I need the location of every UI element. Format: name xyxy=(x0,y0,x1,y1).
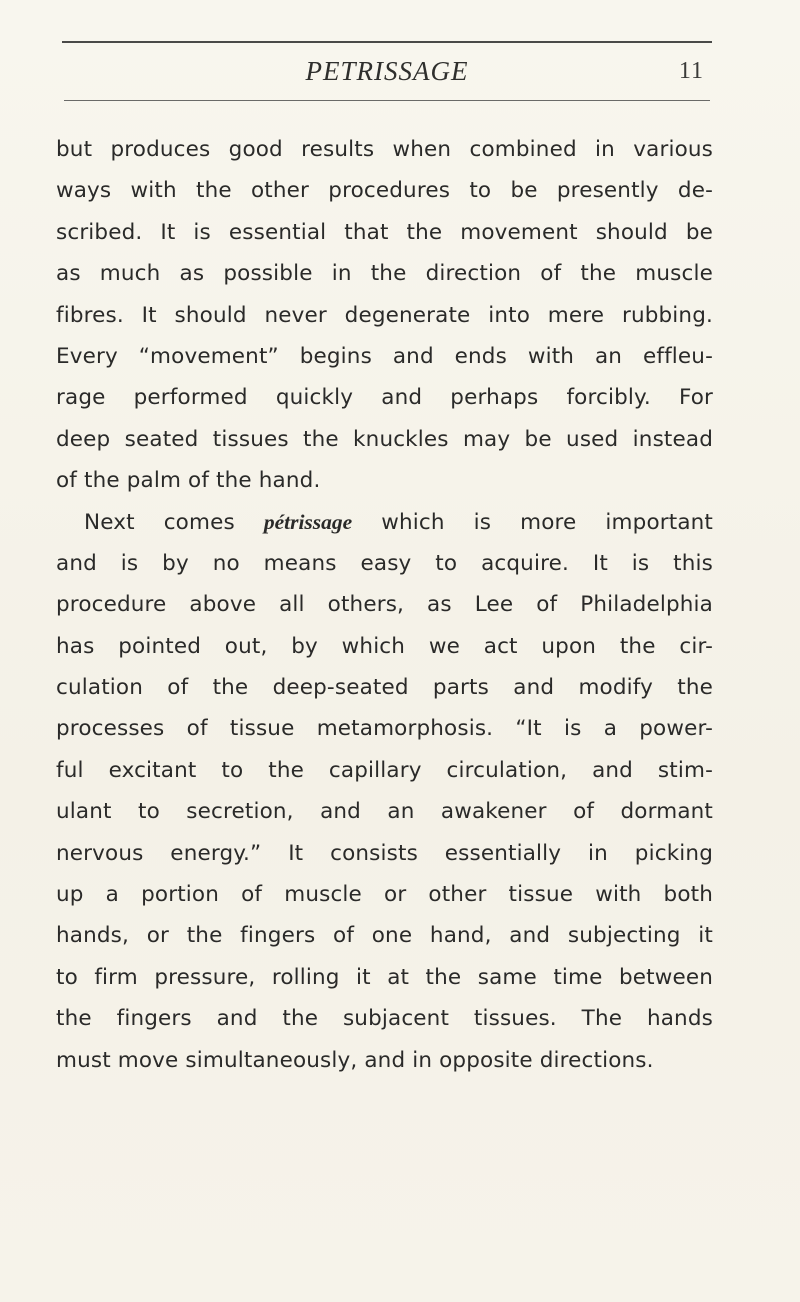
text-line: ways with the other procedures to be presently de- xyxy=(56,178,713,204)
text-line: up a portion of muscle or other tissue with both xyxy=(56,882,713,908)
text-run: Next comes xyxy=(84,509,264,535)
text-line: deep seated tissues the knuckles may be used instead xyxy=(56,426,713,452)
text-line: the fingers and the subjacent tissues. The hands xyxy=(56,1006,713,1032)
text-line: hands, or the fingers of one hand, and subjecting it xyxy=(56,923,713,949)
text-line: Every “movement” begins and ends with an effleu- xyxy=(56,343,713,369)
text-line: fibres. It should never degenerate into mere rubbing. xyxy=(56,302,713,328)
text-line: must move simultaneously, and in opposite directions. xyxy=(56,1047,654,1073)
text-run: which is more important xyxy=(352,509,713,535)
paragraph-2 xyxy=(56,502,713,1081)
text-line: culation of the deep-seated parts and modify the xyxy=(56,675,713,701)
page-header xyxy=(62,56,712,92)
italic-term: pétrissage xyxy=(263,509,353,534)
text-line: but produces good results when combined in various xyxy=(56,137,713,162)
text-line: ful excitant to the capillary circulation, and stim- xyxy=(56,757,713,783)
text-line: to firm pressure, rolling it at the same time between xyxy=(56,964,713,990)
text-line: rage performed quickly and perhaps forcibly. For xyxy=(56,385,713,411)
text-line: processes of tissue metamorphosis. “It is a power- xyxy=(56,716,713,742)
text-line: has pointed out, by which we act upon the cir- xyxy=(56,633,713,659)
text-line: of the palm of the hand. xyxy=(56,468,321,494)
text-line-first xyxy=(56,502,713,543)
text-line: procedure above all others, as Lee of Philadelphia xyxy=(56,592,713,618)
running-head: PETRISSAGE xyxy=(305,56,469,86)
page-number: 11 xyxy=(678,58,704,84)
body-text xyxy=(56,129,713,1081)
text-line: nervous energy.” It consists essentially in picking xyxy=(56,840,713,866)
header-rule xyxy=(64,100,710,101)
paragraph-1 xyxy=(56,129,713,502)
text-line: ulant to secretion, and an awakener of dormant xyxy=(56,799,713,825)
text-line: as much as possible in the direction of the muscle xyxy=(56,261,713,287)
top-rule xyxy=(62,41,712,43)
text-line: and is by no means easy to acquire. It is this xyxy=(56,550,713,576)
text-line: scribed. It is essential that the movement should be xyxy=(56,219,713,245)
